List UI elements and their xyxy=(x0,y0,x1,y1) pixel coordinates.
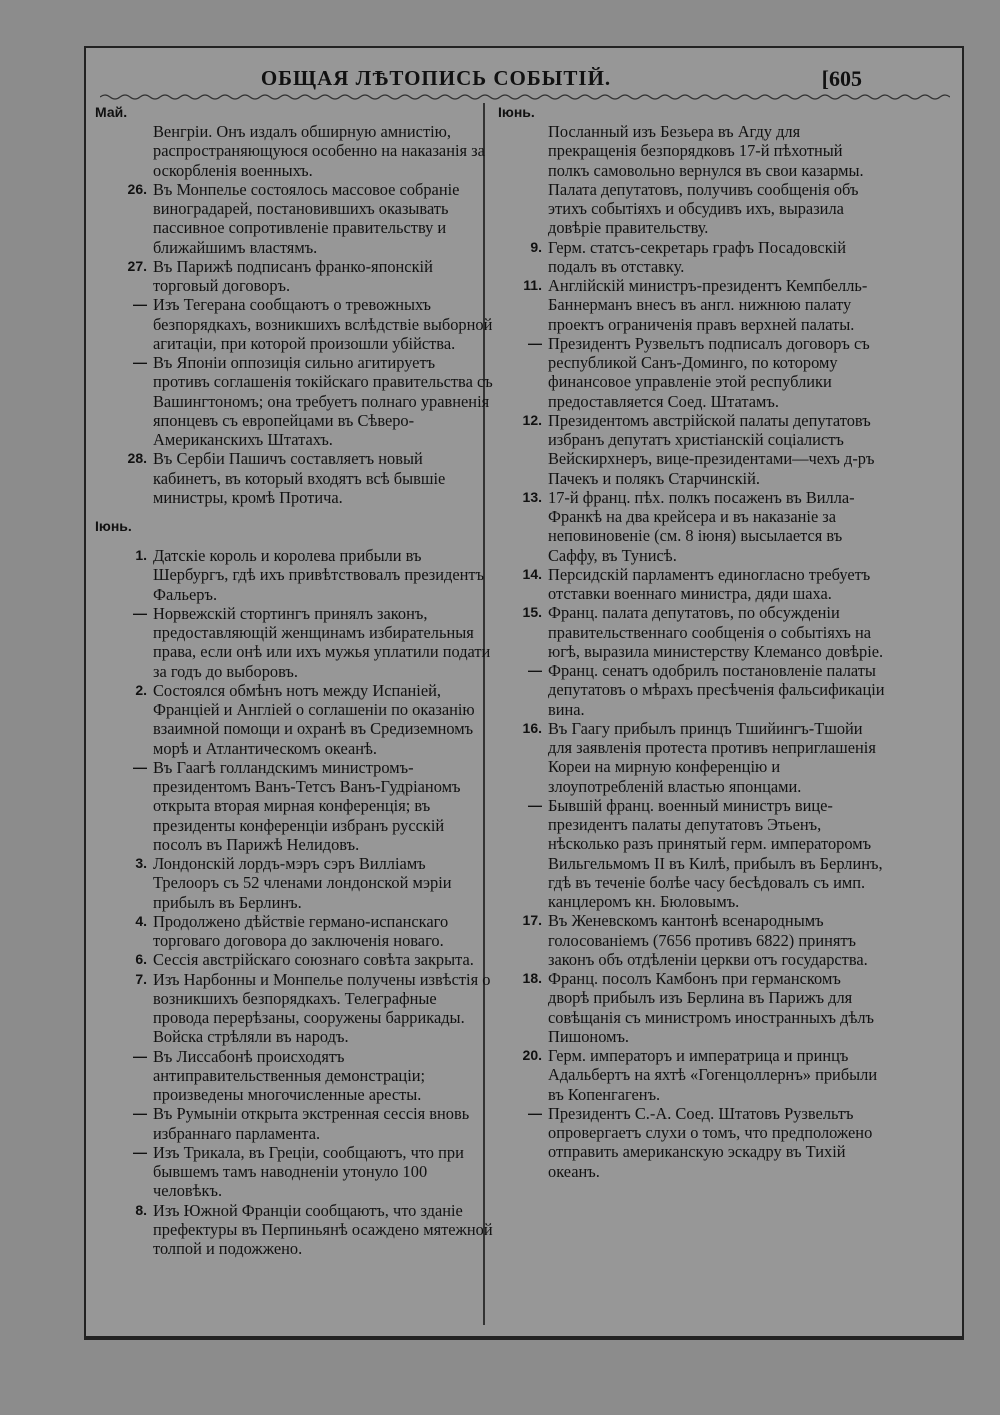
entry-text: Состоялся обмѣнъ нотъ между Испаніей, Франціей и Англіей о соглашеніи по оказанію взаимной помощи и охранѣ въ Средиземномъ морѣ и Атлантическомъ океанѣ. xyxy=(153,680,475,758)
entry-text: Лондонскій лордъ-мэръ сэръ Вилліамъ Трелооръ съ 52 членами лондонской мэріи прибылъ въ Берлинъ. xyxy=(153,854,452,912)
entry-date: — xyxy=(133,604,147,621)
entry-date: 14. xyxy=(522,565,542,582)
entry-date: — xyxy=(133,296,147,313)
chronicle-entry xyxy=(95,1104,493,1143)
entry-date: — xyxy=(528,1104,542,1121)
entry-text: Бывшій франц. военный министръ вице-президентъ палаты депутатовъ Этьенъ, нѣсколько разъ принятый герм. императоромъ Вильгельмомъ II въ Килѣ, прибылъ въ Берлинъ, гдѣ въ теченіе болѣе часу бесѣдовалъ съ имп. канцлеромъ кн. Бюловымъ. xyxy=(548,795,883,911)
entry-text: Президентомъ австрійской палаты депутатовъ избранъ депутатъ христіанскій соціалистъ Вейскирхнеръ, вице-президентами—чехъ д-ръ Пачекъ и полякъ Старчинскій. xyxy=(548,410,875,488)
entry-date: 26. xyxy=(127,180,147,197)
chronicle-entry xyxy=(95,950,493,969)
entry-text: Въ Сербіи Пашичъ составляетъ новый кабинетъ, въ который входятъ всѣ бывшіе министры, кромѣ Протича. xyxy=(153,449,446,507)
month-heading-june: Іюнь. xyxy=(95,518,132,534)
chronicle-entry xyxy=(95,295,493,353)
entry-text: Продолжено дѣйствіе германо-испанскаго торговаго договора до заключенія новаго. xyxy=(153,911,449,950)
entry-text: Франц. посолъ Камбонъ при германскомъ дворѣ прибылъ изъ Берлина въ Парижъ для совѣщанія съ министромъ иностранныхъ дѣлъ Пишономъ. xyxy=(548,969,875,1046)
entry-date: 2. xyxy=(135,681,147,698)
entry-text: Въ Женевскомъ кантонѣ всенароднымъ голосованіемъ (7656 противъ 6822) принятъ законъ объ отдѣленіи церкви отъ государства. xyxy=(548,911,868,969)
chronicle-entry xyxy=(498,1046,886,1104)
chronicle-entry xyxy=(95,449,493,507)
entry-date: — xyxy=(528,796,542,813)
page-title: ОБЩАЯ ЛѢТОПИСЬ СОБЫТІЙ. xyxy=(260,66,612,90)
entry-text: Сессія австрійскаго союзнаго совѣта закрыта. xyxy=(153,950,474,970)
june-entries-left xyxy=(95,546,493,1258)
entry-text: Посланный изъ Безьера въ Агду для прекращенія безпорядковъ 17-й пѣхотный полкъ самовольно вернулся въ свои казармы. Палата депутатовъ, получивъ сообщенія объ этихъ событіяхъ и обсудивъ ихъ, выразила довѣріе правительству. xyxy=(548,122,864,238)
page-number: [605 xyxy=(821,66,862,91)
entry-text: 17-й франц. пѣх. полкъ посаженъ въ Вилла-Франкѣ на два крейсера и въ наказаніе за неповиновеніе (см. 8 іюня) высылается въ Саффу, въ Тунисѣ. xyxy=(548,487,855,565)
entry-date: — xyxy=(133,1047,147,1064)
chronicle-entry xyxy=(498,411,886,488)
entry-date: 1. xyxy=(135,547,147,563)
entry-text: Въ Лиссабонѣ происходятъ антиправительственныя демонстраціи; произведены многочисленные аресты. xyxy=(153,1046,426,1104)
bottom-rule xyxy=(84,1337,964,1340)
entry-text: Президентъ С.-А. Соед. Штатовъ Рузвельтъ опровергаетъ слухи о томъ, что предположено отправить американскую эскадру въ Тихій океанъ. xyxy=(548,1103,873,1181)
chronicle-entry xyxy=(498,661,886,719)
entry-text: Въ Гаагу прибылъ принцъ Тшийингъ-Тшойи для заявленія протеста противъ неприглашенія Кореи на мирную конференцію и злоупотребленій властью японцами. xyxy=(548,718,876,796)
entry-date: 12. xyxy=(522,411,542,428)
entry-text: Въ Монпелье состоялось массовое собраніе виноградарей, постановившихъ оказывать пассивное сопротивленіе правительству и ближайшимъ властямъ. xyxy=(153,179,460,257)
entry-date: 17. xyxy=(522,912,542,929)
chronicle-entry xyxy=(498,796,886,912)
entry-text: Въ Парижѣ подписанъ франко-японскій торговый договоръ. xyxy=(153,256,433,295)
entry-text: Изъ Нарбонны и Монпелье получены извѣстія о возникшихъ безпорядкахъ. Телеграфные провода перерѣзаны, сооружены баррикады. Войска стрѣляли въ народъ. xyxy=(153,969,491,1047)
entry-continuation xyxy=(498,122,886,238)
entry-date: — xyxy=(133,758,147,775)
chronicle-entry xyxy=(95,912,493,951)
entry-text: Норвежскій стортингъ принялъ законъ, предоставляющій женщинамъ избирательныя права, если онѣ или ихъ мужья уплатили подати за годъ до выборовъ. xyxy=(153,603,491,681)
chronicle-entry xyxy=(95,180,493,257)
left-column xyxy=(95,103,493,1258)
chronicle-entry xyxy=(95,1047,493,1105)
june-entries-right xyxy=(498,238,886,1181)
entry-date: 27. xyxy=(127,257,147,274)
wavy-header-rule xyxy=(100,93,950,101)
entry-text: Изъ Тегерана сообщаютъ о тревожныхъ безпорядкахъ, возникшихъ вслѣдствіе выборной агитаціи, при которой произошли убійства. xyxy=(153,295,493,353)
chronicle-entry xyxy=(95,546,493,604)
chronicle-entry xyxy=(498,1104,886,1181)
chronicle-entry xyxy=(95,1143,493,1201)
chronicle-entry xyxy=(95,1201,493,1259)
entry-date: 6. xyxy=(135,951,147,968)
chronicle-entry xyxy=(498,334,886,411)
chronicle-entry xyxy=(498,565,886,604)
entry-date: 11. xyxy=(523,277,542,293)
entry-text: Изъ Трикала, въ Греціи, сообщаютъ, что при бывшемъ тамъ наводненіи утонуло 100 человѣкъ. xyxy=(153,1142,464,1201)
entry-date: — xyxy=(528,334,542,351)
entry-text: Изъ Южной Франціи сообщаютъ, что зданіе префектуры въ Перпиньянѣ осаждено мятежной толпой и подожжено. xyxy=(153,1200,493,1258)
month-heading-may: Май. xyxy=(95,104,128,120)
entry-date: 28. xyxy=(127,450,147,467)
chronicle-entry xyxy=(498,488,886,565)
entry-text: Англійскій министръ-президентъ Кемпбелль-Баннерманъ внесъ въ англ. нижнюю палату проектъ ограниченія правъ верхней палаты. xyxy=(548,276,868,334)
entry-date: — xyxy=(528,662,542,678)
chronicle-entry xyxy=(498,238,886,277)
entry-text: Персидскій парламентъ единогласно требуетъ отставки военнаго министра, дяди шаха. xyxy=(548,564,871,603)
entry-date: — xyxy=(133,1143,147,1160)
entry-date: 4. xyxy=(135,912,147,929)
chronicle-entry xyxy=(498,719,886,796)
entry-date: — xyxy=(133,354,147,370)
entry-date: 18. xyxy=(522,970,542,986)
chronicle-entry xyxy=(498,603,886,661)
chronicle-entry xyxy=(95,353,493,449)
entry-text: Герм. статсъ-секретарь графъ Посадовскій подалъ въ отставку. xyxy=(548,237,846,276)
entry-date: 16. xyxy=(522,719,542,736)
entry-date: — xyxy=(133,1105,147,1122)
chronicle-entry xyxy=(95,604,493,681)
chronicle-entry xyxy=(498,969,886,1046)
entry-date: 13. xyxy=(522,488,542,505)
right-column xyxy=(498,103,886,1181)
entry-date: 20. xyxy=(522,1047,542,1063)
entry-date: 15. xyxy=(522,604,542,621)
entry-date: 9. xyxy=(530,238,542,255)
entry-date: 3. xyxy=(135,855,147,871)
entry-text: Франц. палата депутатовъ, по обсужденіи правительственнаго сообщенія о событіяхъ на югѣ, выразила министерству Клемансо довѣріе. xyxy=(548,603,884,661)
entry-text: Венгріи. Онъ издалъ обширную амнистію, распространяющуюся особенно на наказанія за оскорбленія военныхъ. xyxy=(153,122,485,180)
chronicle-entry xyxy=(95,257,493,296)
chronicle-entry xyxy=(498,276,886,334)
entry-text: Герм. императоръ и императрица и принцъ Адальбертъ на яхтѣ «Гогенцоллернъ» прибыли въ Копенгагенъ. xyxy=(548,1046,878,1104)
entry-date: 7. xyxy=(135,970,147,987)
entry-text: Въ Гаагѣ голландскимъ министромъ-президентомъ Ванъ-Тетсъ Ванъ-Гудріаномъ открыта вторая мирная конференція; въ президенты конференціи избранъ русскій посолъ въ Парижѣ Нелидовъ. xyxy=(153,757,461,854)
may-entries xyxy=(95,180,493,507)
chronicle-entry xyxy=(498,911,886,969)
entry-text: Президентъ Рузвельтъ подписалъ договоръ съ республикой Санъ-Доминго, по которому финансовое управленіе этой республики предоставляется Соед. Штатамъ. xyxy=(548,333,870,411)
entry-text: Въ Румыніи открыта экстренная сессія вновь избраннаго парламента. xyxy=(153,1104,470,1143)
month-heading-june-right: Іюнь. xyxy=(498,104,535,120)
chronicle-entry xyxy=(95,970,493,1047)
chronicle-entry xyxy=(95,854,493,912)
entry-date: 8. xyxy=(135,1201,147,1218)
entry-text: Въ Японіи оппозиція сильно агитируетъ противъ соглашенія токійскаго правительства съ Вашингтономъ; она требуетъ полнаго уравненія японцевъ съ европейцами въ Сѣверо-Американскихъ Штатахъ. xyxy=(153,353,493,449)
entry-text: Франц. сенатъ одобрилъ постановленіе палаты депутатовъ о мѣрахъ пресѣченія фальсификаціи вина. xyxy=(548,661,885,719)
chronicle-entry xyxy=(95,758,493,854)
chronicle-entry xyxy=(95,681,493,758)
entry-text: Датскіе король и королева прибыли въ Шербургъ, гдѣ ихъ привѣтствовалъ президентъ Фальеръ. xyxy=(153,546,485,604)
entry-continuation xyxy=(95,122,493,180)
